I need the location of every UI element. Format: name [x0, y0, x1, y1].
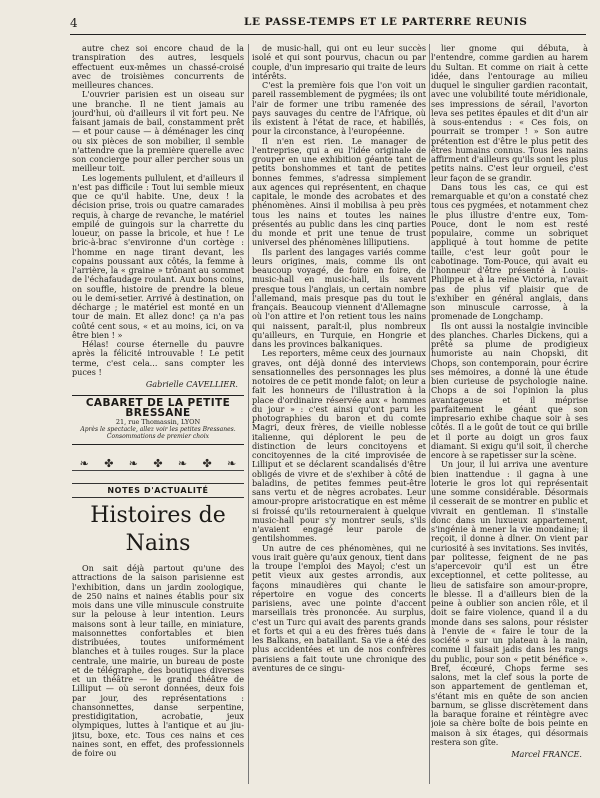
paragraph: Un autre de ces phénomènes, qui ne vous irait guère qu'aux genoux, tient dans la troupe l'emploi des Mayol; c'est un petit vieux aux gestes arrondis, aux façons minaudières qui chante le répertoire en vogue des concerts parisiens, avec une pointe d'accent marseillais très prononcée. Au surplus, c'est un Turc qui avait des parents grands et forts et qui a eu des frères tués dans les Balkans, en bataillant. Sa vie a été des plus accidentées et un de nos confrères parisiens a fait toute une chronique des aventures de ce singu-: [252, 542, 426, 673]
signature: Gabrielle CAVELLIER.: [145, 379, 238, 389]
header-rule: [70, 34, 586, 35]
fleur-icon: ❧: [227, 456, 237, 470]
ad-address: 21, rue Thomassin, LYON: [115, 417, 201, 426]
newspaper-title: LE PASSE-TEMPS ET LE PARTERRE REUNIS: [244, 16, 528, 28]
paragraph: Un jour, il lui arriva une aventure bien inattendue : il gagna à une loterie le gros lot qui représentait une somme considérable. Désormais il cesserait de se montrer en public et vivrait en gentleman. Il s'installe donc dans un luxueux appartement, s'ingénie à mener la vie mondaine; il reçoit, il donne à dîner. On vient par curiosité à ses invitations. Ses invités, par politesse, feignent de ne pas s'apercevoir qu'il est un être exceptionnel, et cette politesse, au lieu de satisfaire son amour-propre, le blesse. Il a d'ailleurs bien de la peine à oublier son ancien rôle, et il doit se faire violence, quand il a du monde dans ses salons, pour résister à l'envie de « faire le tour de la société » sur un plateau à la main, comme il faisait jadis dans les rangs du public, pour son « petit bénéfice ». Bref, écœuré, Chops ferme ses salons, met la clef sous la porte de son appartement de gentleman et, s'étant mis en quête de son ancien barnum, se glisse discrètement dans la baraque foraine et réintègre avec joie sa chère boîte de bois peinte en maison à six étages, qui désormais restera son gîte.: [431, 459, 588, 747]
paragraph: Ils ont aussi la nostalgie invincible des planches. Charles Dickens, qui a prêté sa plume de prodigieux humoriste au nain Chopski, dit Chops, son contemporain, pour écrire ses mémoires, a donné là une étude bien curieuse de psychologie naine. Chops a de soi l'opinion la plus avantageuse et il méprise parfaitement le géant que son impresario exhibe chaque soir à ses côtés. Il a le goût de tout ce qui brille et il porte au doigt un gros faux diamant. Si exigu qu'il soit, il cherche encore à se rapetisser sur la scène.: [431, 320, 588, 460]
column-1: [72, 44, 244, 784]
paragraph: Hélas! course éternelle du pauvre après la félicité introuvable ! Le petit terme, c'est cela... sans compter les puces !: [72, 339, 244, 377]
column-divider: [429, 44, 430, 784]
paragraph: autre chez soi encore chaud de la transpiration des autres, lesquels effectuent eux-mêmes un chassé-croisé avec de troisièmes concurrents de meilleures chances.: [72, 44, 244, 90]
fleur-icon: ❧: [177, 456, 188, 470]
paragraph: L'ouvrier parisien est un oiseau sur une branche. Il ne tient jamais au jourd'hui, où d'ailleurs il vit fort peu. Ne faisant jamais de bail, constamment prêt — et pour cause — à déménager les cinq ou six pièces de son mobilier, il semble n'attendre que la première querelle avec son concierge pour aller percher sous un meilleur toit.: [72, 89, 244, 174]
paragraph: Les reporters, même ceux des journaux graves, ont déjà donné des interviews sensationnelles des personnages les plus notoires de ce petit monde falot; on leur a fait les honneurs de l'illustration à la place d'ordinaire réservée aux « hommes du jour » : c'est ainsi qu'ont paru les photographies du baron et du comte Magri, deux frères, de vieille noblesse italienne, qui déplorent le peu de distinction de leurs concitoyens et concitoyennes de la cité improvisée de Lilliput et se déclarent scandalisés d'être obligés de vivre et de s'exhiber à côté de baladins, de petites femmes peut-être sans vertu et de nègres acrobates. Leur amour-propre aristocratique en est même si froissé qu'ils retourneraient à quelque music-hall pour s'y montrer seuls, s'ils n'avaient engagé leur parole de gentilshommes.: [252, 348, 426, 544]
article-headline: Histoires de Nains: [90, 503, 226, 556]
paragraph: de music-hall, qui ont eu leur succès isolé et qui sont pourvus, chacun ou par couple, d'un impresario qui traite de leurs intérêts.: [252, 44, 426, 81]
page-header: [0, 14, 600, 36]
fleur-icon: ✤: [202, 456, 212, 470]
fleur-icon: ✤: [153, 456, 163, 470]
column-2: [252, 44, 426, 784]
section-rubric: NOTES D'ACTUALITÉ: [72, 483, 244, 498]
column-divider: [248, 44, 249, 784]
paragraph: Ils parlent des langages variés comme leurs origines, mais, comme ils ont beaucoup voyagé, de foire en foire, de music-hall en music-hall, ils savent presque tous l'anglais, un certain nombre l'allemand, mais presque pas du tout le français. Beaucoup viennent d'Allemagne où l'on attire et l'on retient tous les nains qui naissent, paraît-il, plus nombreux qu'ailleurs, en Turquie, en Hongrie et dans les provinces balkaniques.: [252, 246, 426, 349]
article-paragraph: On sait déjà partout qu'une des attractions de la saison parisienne est l'exhibition, dans un jardin zoologique, de 250 nains et naines établis pour six mois dans une ville minuscule construite sur la pelouse à leur intention. Leurs maisons sont à leur taille, en miniature, maisonnettes confortables et bien distribuées, toutes uniformément blanches et à tuiles rouges. Sur la place centrale, une mairie, un bureau de poste et de télégraphe, des boutiques diverses et un théâtre — le grand théâtre de Lilliput — où seront données, deux fois par jour, des représentations : chansonnettes, danse serpentine, prestidigitation, acrobatie, jeux olympiques, luttes à l'antique et au jiu-jitsu, boxe, etc. Tous ces nains et ces naines sont, en effet, des professionnels de foire ou: [72, 563, 244, 758]
page-number: 4: [70, 16, 78, 30]
paragraph: Dans tous les cas, ce qui est remarquable et qu'on a constaté chez tous ces pygmées, et notamment chez le plus illustre d'entre eux, Tom-Pouce, dont le nom est resté populaire, comme un sobriquet appliqué à tout homme de petite taille, c'est leur goût pour le cabotinage. Tom-Pouce, qui avait eu l'honneur d'être présenté à Louis-Philippe et à la reine Victoria, n'avait pas de plus vif plaisir que de s'exhiber en général anglais, dans son minuscule carrosse, à la promenade de Longchamp.: [431, 181, 588, 322]
fleur-icon: ✤: [104, 456, 114, 470]
paragraph: C'est la première fois que l'on voit un pareil rassemblement de pygmées; ils ont l'air de former une tribu ramenée des pays sauvages du centre de l'Afrique, où ils existent à l'état de race, et habillés, pour la circonstance, à l'européenne.: [252, 80, 426, 137]
paragraph: Il n'en est rien. Le manager de l'entreprise, qui a eu l'idée originale de grouper en une exhibition géante tant de petits bonshommes et tant de petites bonnes femmes, s'adressa simplement aux agences qui représentent, en chaque capitale, le monde des acrobates et des phénomènes. Ainsi il mobilisa à peu près tous les nains et toutes les naines présentés au public dans les cinq parties du monde et prit une tenue de trust universel des phénomènes lilliputiens.: [252, 135, 426, 248]
decorative-ornament-band: [72, 448, 244, 471]
ad-slogan: Après le spectacle, allez voir les petites Bressanes.: [80, 425, 236, 433]
ad-tagline: Consommations de premier choix: [106, 433, 210, 441]
signature: Marcel FRANCE.: [511, 749, 582, 759]
ad-title: CABARET DE LA PETITE BRESSANE: [85, 397, 231, 419]
fleur-icon: ❧: [79, 456, 89, 470]
paragraph: lier gnome qui débuta, à l'entendre, comme gardien au harem du Sultan. Et comme on riait à cette idée, dans l'entourage au milieu duquel le singulier gardien racontait, avec une volubilité toute méridionale, ses impressions de sérail, l'avorton leva ses petites épaules et dit d'un air à sous-entendus : « Ces fois, on pourrait se tromper ! » Son autre prétention est d'être le plus petit des êtres humains connus. Tous les nains affirment d'ailleurs qu'ils sont les plus petits nains. C'est leur orgueil, c'est leur façon de se grandir.: [431, 44, 588, 183]
fleur-icon: ❧: [128, 456, 139, 470]
column-3: [431, 44, 588, 784]
paragraph: Les logements pullulent, et d'ailleurs il n'est pas difficile : Tout lui semble mieux que ce qu'il habite. Une, deux ! la décision prise, trois ou quatre camarades requis, à charge de revanche, le matériel empilé de guingois sur la charrette du loueur, on passe la bricole, et hue ! Le bric-à-brac s'environne d'un cortège : l'homme en nage tirant devant, les copains poussant aux côtés, la femme à l'arrière, la « graine » trônant au sommet de l'échafaudage roulant. Aux bons coins, on souffle, histoire de prendre la bleue ou le demi-setier. Arrivé à destination, on décharge ; le matériel est monté en un tour de main. Et allez donc! ça n'a pas coûté cent sous, « et au moins, ici, on va être bien ! »: [72, 172, 244, 340]
cabaret-advertisement: [72, 395, 244, 445]
